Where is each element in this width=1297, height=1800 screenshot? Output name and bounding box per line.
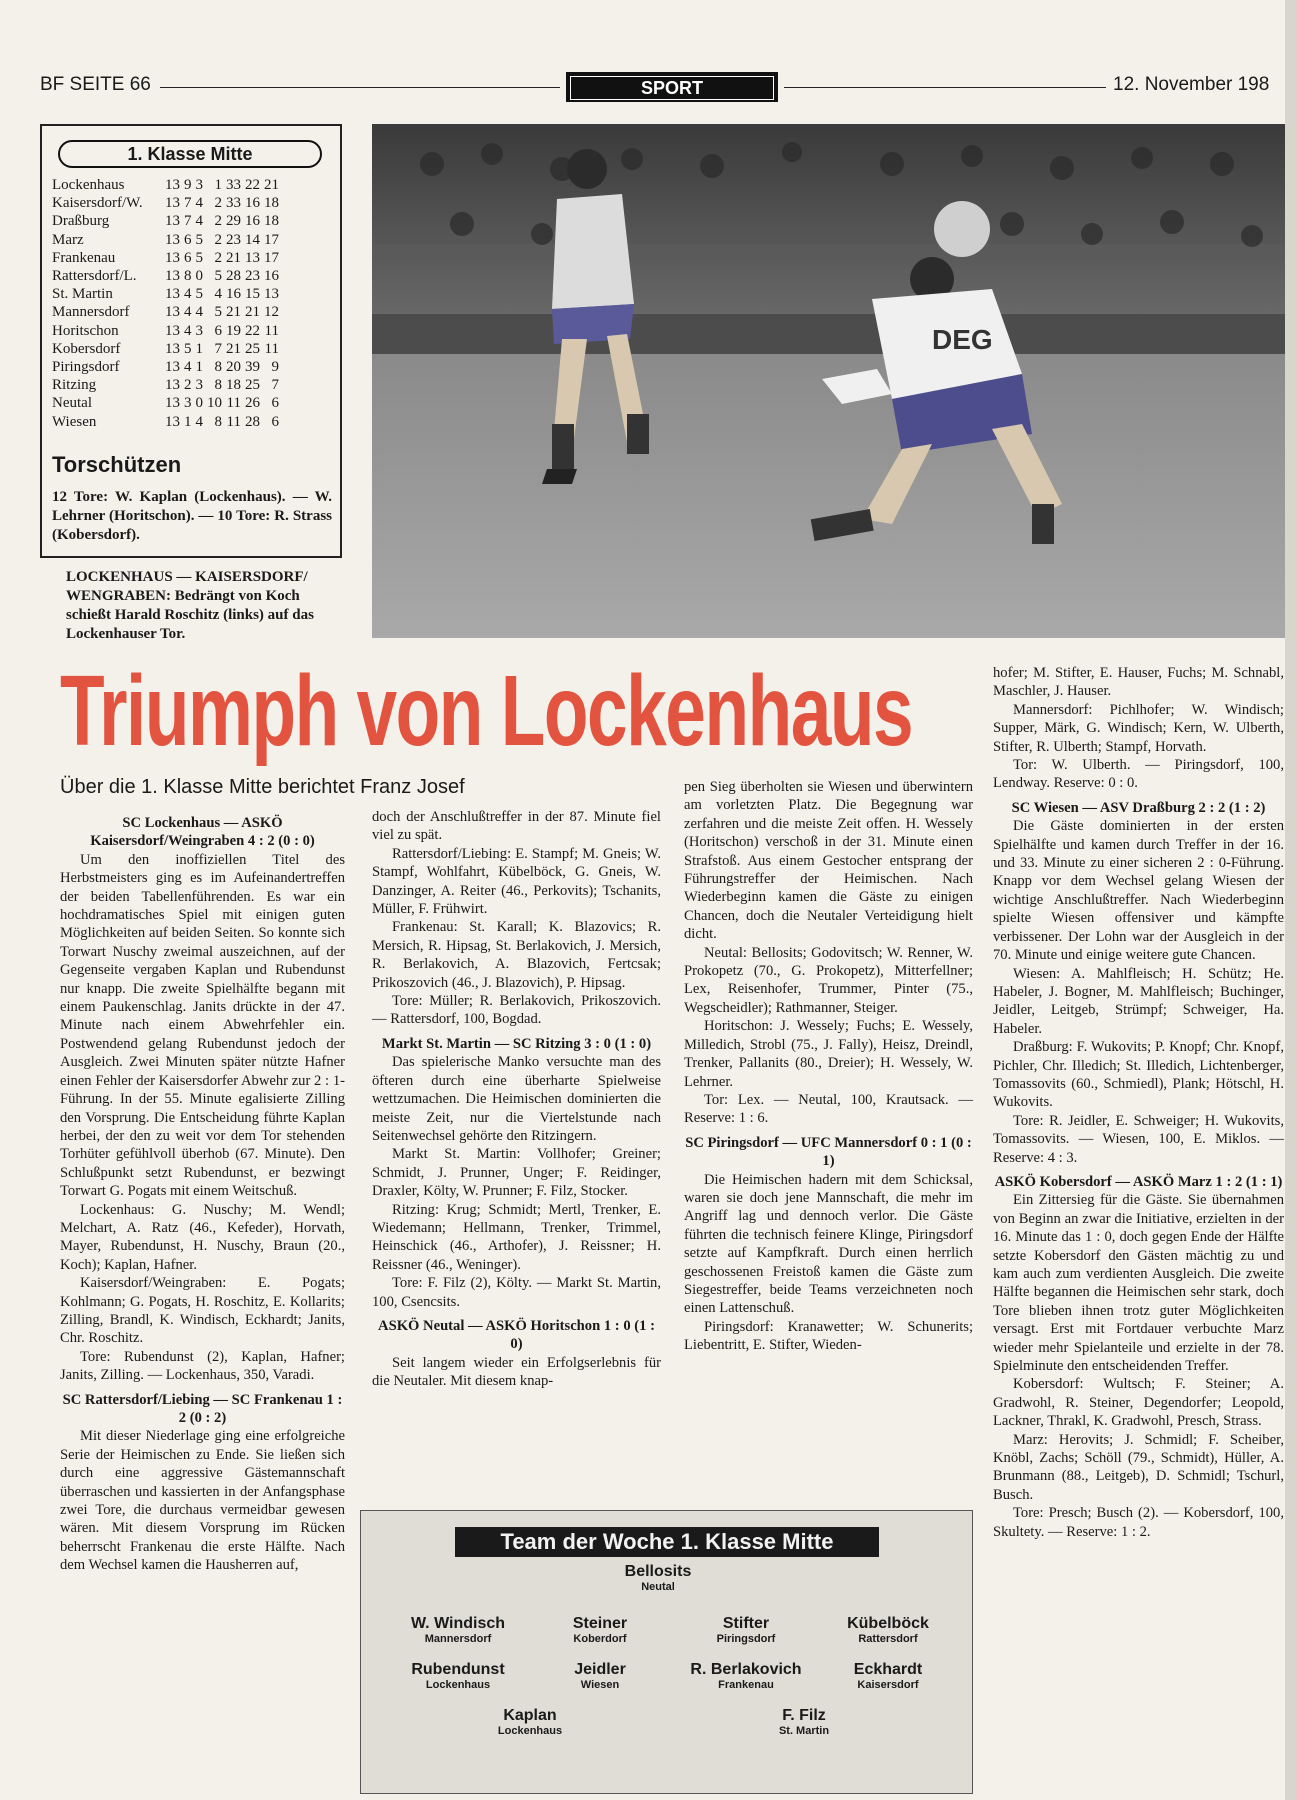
player-club: Mannersdorf xyxy=(424,1633,492,1645)
continued-paragraph: hofer; M. Stifter, E. Hauser, Fuchs; M. Schnabl, Maschler, J. Hauser. xyxy=(993,665,1284,700)
stat-cell: 19 xyxy=(226,322,241,339)
player-name: Rubendunst xyxy=(411,1661,505,1678)
subheadline: Über die 1. Klasse Mitte berichtet Franz Josef xyxy=(60,776,465,798)
player-name: Bellosits xyxy=(624,1563,692,1580)
match-heading: Markt St. Martin — SC Ritzing 3 : 0 (1 : 0) xyxy=(381,1035,652,1052)
lineup-paragraph: Piringsdorf: Kranawetter; W. Schunerits; Liebentritt, E. Stifter, Wieden- xyxy=(684,1318,973,1354)
stat-cell: 3 xyxy=(195,177,203,194)
stat-cell: 9 xyxy=(271,358,279,375)
standings-row xyxy=(52,376,279,394)
player-club: Koberdorf xyxy=(573,1633,627,1645)
team-player xyxy=(445,1707,615,1738)
stat-cell: 1 xyxy=(214,177,222,194)
lineup-paragraph: Rattersdorf/Liebing: E. Stampf; M. Gneis; W. Stampf, Wohlfahrt, Kübelböck, G. Gneis, W. Danzinger, A. Reiter (46., Perkovits); Tschanits, Müller, F. Frühwirt. xyxy=(372,845,661,918)
standings-row xyxy=(52,340,279,358)
stat-cell: 4 xyxy=(184,358,192,375)
issue-date: 12. November 198 xyxy=(1113,74,1270,95)
team-name: St. Martin xyxy=(52,286,113,303)
stat-cell: 0 xyxy=(195,268,203,285)
stat-cell: 4 xyxy=(195,213,203,230)
lineup-paragraph: Tore: Müller; R. Berlakovich, Prikoszovich. — Rattersdorf, 100, Bogdad. xyxy=(372,993,661,1028)
stat-cell: 22 xyxy=(245,322,260,339)
stat-cell: 6 xyxy=(214,322,222,339)
stat-cell: 23 xyxy=(226,231,241,248)
stat-cell: 8 xyxy=(214,377,222,394)
header-rule-right xyxy=(784,87,1106,88)
match-heading: SC Piringsdorf — UFC Mannersdorf 0 : 1 (0 : 1) xyxy=(685,1134,972,1170)
team-name: Kaisersdorf/W. xyxy=(52,195,143,212)
article-column-4 xyxy=(993,664,1284,1541)
article-column-3 xyxy=(684,778,973,1355)
stat-cell: 2 xyxy=(214,195,222,212)
section-label: SPORT xyxy=(566,72,778,102)
stat-cell: 13 xyxy=(165,231,180,248)
match-photo xyxy=(372,124,1285,638)
stat-cell: 18 xyxy=(264,195,279,212)
team-player xyxy=(803,1661,973,1692)
stat-cell: 16 xyxy=(245,213,260,230)
team-name: Frankenau xyxy=(52,249,116,266)
stat-cell: 13 xyxy=(165,340,180,357)
lineup-paragraph: Markt St. Martin: Vollhofer; Greiner; Schmidt, J. Prunner, Unger; F. Reidinger, Draxler, Költy, W. Prunner; F. Filz, Stocker. xyxy=(372,1146,661,1200)
player-name: Kaplan xyxy=(503,1707,557,1724)
continued-paragraph: pen Sieg überholten sie Wiesen und überwintern am vorletzten Platz. Die Begegnung war zerfahren und die meiste Zeit offen. H. Wessely (Horitschon) verschoß in der 31. Minute einen Strafstoß. Aus einem Gestocher entsprang der Führungstreffer der Heimischen. Nach Wiederbeginn kamen die Gäste zu einigen Chancen, doch die Neutaler Verteidigung hielt dicht. xyxy=(684,779,973,943)
continued-paragraph: doch der Anschlußtreffer in der 87. Minute fiel viel zu spät. xyxy=(372,809,661,844)
stat-cell: 26 xyxy=(245,395,260,412)
team-name: Neutal xyxy=(52,395,92,412)
shirt-text: DEG xyxy=(932,324,993,355)
report-paragraph: Die Gäste dominierten in der ersten Spielhälfte und kamen durch Treffer in der 16. und 33. Minute zu einer sicheren 2 : 0-Führung. Knapp vor dem Wechsel gelang Wiesen der wichtige Anschlußtreffer. Nach Wiederbeginn spielte Wiesen offensiver und kämpfte verbissener. Der Lohn war der Ausgleich in der 70. Minute und einige weitere gute Chancen. xyxy=(993,818,1284,964)
player-club: Rattersdorf xyxy=(858,1633,918,1645)
stat-cell: 8 xyxy=(214,413,222,430)
lineup-paragraph: Kaisersdorf/Weingraben: E. Pogats; Kohlmann; G. Pogats, H. Roschitz, E. Kollarits; Zilling, Brandl, K. Windisch, Eckhardt; Janits, Chr. Roschitz. xyxy=(60,1275,345,1347)
team-name: Mannersdorf xyxy=(52,304,130,321)
lineup-paragraph: Wiesen: A. Mahlfleisch; H. Schütz; He. Habeler, J. Bogner, M. Mahlfleisch; Buchinger, Jeidler, Leitgeb, Strümpf; Schweiger, Ha. Habeler. xyxy=(993,965,1284,1037)
report-paragraph: Mit dieser Niederlage ging eine erfolgreiche Serie der Heimischen zu Ende. Sie ließen sich durch eine aggressive Gästemannschaft überraschen und kassierten in der Anfangsphase zwei Tore, die durchaus vermeidbar gewesen wären. Mit diesem Vorsprung im Rücken beherrscht Frankenau die erste Hälfte. Nach dem Wechsel kamen die Hausherren auf, xyxy=(60,1428,345,1574)
stat-cell: 21 xyxy=(245,304,260,321)
stat-cell: 11 xyxy=(264,340,279,357)
lineup-paragraph: Marz: Herovits; J. Schmidl; F. Scheiber, Knöbl, Zachs; Schöll (79., Schmidt), Hüller, A. Brunmann (88., Leitgeb), D. Schmidl; Tschurl, Busch. xyxy=(993,1431,1284,1503)
page-number: BF SEITE 66 xyxy=(40,74,151,95)
team-name: Marz xyxy=(52,231,84,248)
stat-cell: 29 xyxy=(226,213,241,230)
stat-cell: 14 xyxy=(245,231,260,248)
lineup-paragraph: Tor: W. Ulberth. — Piringsdorf, 100, Lendway. Reserve: 0 : 0. xyxy=(993,757,1284,792)
headline: Triumph von Lockenhaus xyxy=(60,655,913,767)
stat-cell: 4 xyxy=(214,286,222,303)
stat-cell: 13 xyxy=(165,195,180,212)
report-paragraph: Um den inoffiziellen Titel des Herbstmeisters ging es im Aufeinandertreffen der beiden Tabellenführenden. Es war ein hochdramatisches Spiel mit einigen guten Möglichkeiten auf beiden Seiten. So konnte sich Torwart Nuschy zweimal auszeichnen, auf der Gegenseite vergaben Kaplan und Rubendunst nur knapp. Die zweite Spielhälfte begann mit einem Paukenschlag. Janits drückte in der 47. Minute nach einem Abwehrfehler ein. Postwendend gelang Rubendunst jedoch der Ausgleich. Zwei Minuten später nützte Hafner einen Fehler der Kaisersdorfer Abwehr zur 2 : 1-Führung. In der 55. Minute egalisierte Zilling den Vorsprung. Die Entscheidung führte Kaplan herbei, der den zu weit vor dem Tor stehenden Torhüter gefühlvoll überhob (67. Minute). Den Schlußpunkt setzt Rubendunst, er bezwingt Torwart G. Pogats mit einem Weitschuß. xyxy=(60,851,345,1200)
stat-cell: 8 xyxy=(184,268,192,285)
photo-caption: LOCKENHAUS — KAISERSDORF/ WENGRABEN: Bedrängt von Koch schießt Harald Roschitz (links) auf das Lockenhauser Tor. xyxy=(66,569,314,642)
stat-cell: 6 xyxy=(271,395,279,412)
stat-cell: 22 xyxy=(245,177,260,194)
stat-cell: 17 xyxy=(264,231,279,248)
stat-cell: 15 xyxy=(245,286,260,303)
stat-cell: 13 xyxy=(264,286,279,303)
stat-cell: 13 xyxy=(165,213,180,230)
stat-cell: 4 xyxy=(195,413,203,430)
stat-cell: 21 xyxy=(226,304,241,321)
player-name: Stifter xyxy=(722,1615,770,1632)
standings-row xyxy=(52,394,279,412)
stat-cell: 33 xyxy=(226,177,241,194)
stat-cell: 2 xyxy=(214,231,222,248)
stat-cell: 7 xyxy=(184,195,192,212)
stat-cell: 39 xyxy=(245,358,260,375)
stat-cell: 5 xyxy=(184,340,192,357)
stat-cell: 25 xyxy=(245,340,260,357)
stat-cell: 16 xyxy=(264,268,279,285)
team-of-the-week xyxy=(360,1510,973,1794)
player-club: St. Martin xyxy=(778,1725,830,1737)
article-column-1 xyxy=(60,808,345,1575)
player-club: Kaisersdorf xyxy=(857,1679,919,1691)
player-club: Frankenau xyxy=(718,1679,774,1691)
standings-row xyxy=(52,176,279,194)
lineup-paragraph: Neutal: Bellosits; Godovitsch; W. Renner, W. Prokopetz (70., G. Prokopetz), Mitterfellner; Lex, Reisenhofer, Trummer, Pinter (75., Wegscheidler); Rathmanner, Steiger. xyxy=(684,944,973,1016)
stat-cell: 3 xyxy=(195,377,203,394)
lineup-paragraph: Tore: Rubendunst (2), Kaplan, Hafner; Janits, Zilling. — Lockenhaus, 350, Varadi. xyxy=(60,1348,345,1384)
team-title: Team der Woche 1. Klasse Mitte xyxy=(455,1527,879,1557)
team-name: Wiesen xyxy=(52,413,97,430)
stat-cell: 4 xyxy=(184,286,192,303)
stat-cell: 28 xyxy=(226,268,241,285)
stat-cell: 17 xyxy=(264,249,279,266)
team-name: Kobersdorf xyxy=(52,340,121,357)
lineup-paragraph: Frankenau: St. Karall; K. Blazovics; R. Mersich, R. Hipsag, St. Berlakovich, J. Mersich, R. Berlakovich, A. Blazovich, Fertcsak; Prikoszovich (46., J. Blazovich), P. Hipsag. xyxy=(372,919,661,991)
team-player xyxy=(573,1563,743,1594)
stat-cell: 25 xyxy=(245,377,260,394)
player-club: Wiesen xyxy=(580,1679,620,1691)
stat-cell: 6 xyxy=(184,231,192,248)
team-player xyxy=(515,1661,685,1692)
standings-row xyxy=(52,267,279,285)
standings-row xyxy=(52,322,279,340)
standings-row xyxy=(52,212,279,230)
match-heading: ASKÖ Neutal — ASKÖ Horitschon 1 : 0 (1 : 0) xyxy=(378,1317,655,1353)
stat-cell: 2 xyxy=(214,213,222,230)
stat-cell: 7 xyxy=(214,340,222,357)
lineup-paragraph: Ritzing: Krug; Schmidt; Mertl, Trenker, E. Wiedemann; Hellmann, Trenker, Trimmel, Heinschick (46., Arthofer), J. Reissner; H. Reissner (46., Weninger). xyxy=(372,1201,661,1273)
stat-cell: 1 xyxy=(195,340,203,357)
stat-cell: 7 xyxy=(271,377,279,394)
lineup-paragraph: Mannersdorf: Pichlhofer; W. Windisch; Supper, Märk, G. Windisch; Kern, W. Ulberth, Stifter, R. Ulberth; Stampf, Horvath. xyxy=(993,701,1284,755)
team-name: Rattersdorf/L. xyxy=(52,268,137,285)
team-name: Horitschon xyxy=(52,322,119,339)
stat-cell: 1 xyxy=(195,358,203,375)
stat-cell: 21 xyxy=(226,340,241,357)
header-rule-left xyxy=(160,87,560,88)
player-club: Neutal xyxy=(641,1581,675,1593)
stat-cell: 11 xyxy=(226,413,241,430)
stat-cell: 2 xyxy=(184,377,192,394)
stat-cell: 13 xyxy=(165,322,180,339)
stat-cell: 5 xyxy=(214,304,222,321)
report-paragraph: Das spielerische Manko versuchte man des öfteren durch eine überharte Spielweise wettzumachen. Die Heimischen dominierten die meiste Zeit, nur die Viertelstunde nach Seitenwechsel gehörte den Ritzingern. xyxy=(372,1054,661,1144)
stat-cell: 13 xyxy=(165,177,180,194)
standings-row xyxy=(52,194,279,212)
stat-cell: 9 xyxy=(184,177,192,194)
stat-cell: 2 xyxy=(214,249,222,266)
scorers-text: 12 Tore: W. Kaplan (Lockenhaus). — W. Lehrner (Horitschon). — 10 Tore: R. Strass (Kobersdorf). xyxy=(52,489,332,543)
team-player xyxy=(803,1615,973,1646)
stat-cell: 13 xyxy=(165,358,180,375)
stat-cell: 1 xyxy=(184,413,192,430)
lineup-paragraph: Tore: Presch; Busch (2). — Kobersdorf, 100, Skultety. — Reserve: 1 : 2. xyxy=(993,1505,1284,1540)
stat-cell: 13 xyxy=(245,249,260,266)
stat-cell: 10 xyxy=(207,395,222,412)
standings-row xyxy=(52,285,279,303)
stat-cell: 5 xyxy=(195,286,203,303)
player-club: Piringsdorf xyxy=(716,1633,776,1645)
stat-cell: 0 xyxy=(195,395,203,412)
stat-cell: 16 xyxy=(245,195,260,212)
stat-cell: 7 xyxy=(184,213,192,230)
match-heading: SC Wiesen — ASV Draßburg 2 : 2 (1 : 2) xyxy=(1011,799,1266,816)
lineup-paragraph: Draßburg: F. Wukovits; P. Knopf; Chr. Knopf, Pichler, Chr. Illedich; St. Illedich, Lichtenberger, Tomassovits (60., Schmiedl), Plank; Hötschl, H. Wukovits. xyxy=(993,1039,1284,1111)
team-name: Lockenhaus xyxy=(52,177,125,194)
stat-cell: 13 xyxy=(165,395,180,412)
stat-cell: 13 xyxy=(165,304,180,321)
stat-cell: 18 xyxy=(264,213,279,230)
match-heading: SC Rattersdorf/Liebing — SC Frankenau 1 : 2 (0 : 2) xyxy=(62,1391,343,1426)
lineup-paragraph: Kobersdorf: Wultsch; F. Steiner; A. Gradwohl, R. Steiner, Degendorfer; Leopold, Lackner, Thrakl, K. Gradwohl, Presch, Strass. xyxy=(993,1376,1284,1430)
stat-cell: 23 xyxy=(245,268,260,285)
team-player xyxy=(719,1707,889,1738)
team-name: Draßburg xyxy=(52,213,110,230)
standings-row xyxy=(52,231,279,249)
lineup-paragraph: Tore: F. Filz (2), Költy. — Markt St. Martin, 100, Csencsits. xyxy=(372,1275,661,1310)
player-name: R. Berlakovich xyxy=(690,1661,802,1678)
stat-cell: 13 xyxy=(165,286,180,303)
player-name: Kübelböck xyxy=(847,1615,929,1632)
match-heading: ASKÖ Kobersdorf — ASKÖ Marz 1 : 2 (1 : 1) xyxy=(994,1173,1283,1190)
standings-row xyxy=(52,303,279,321)
stat-cell: 4 xyxy=(184,322,192,339)
stat-cell: 13 xyxy=(165,377,180,394)
article-column-2 xyxy=(372,808,661,1391)
league-title: 1. Klasse Mitte xyxy=(58,140,322,168)
stat-cell: 18 xyxy=(226,377,241,394)
stat-cell: 5 xyxy=(195,231,203,248)
stat-cell: 8 xyxy=(214,358,222,375)
match-photo-image xyxy=(372,124,1285,638)
lineup-paragraph: Lockenhaus: G. Nuschy; M. Wendl; Melchart, A. Ratz (46., Kefeder), Horvath, Mayer, Rubendunst, H. Nuschy, Braun (20., Koch); Kaplan, Hafner. xyxy=(60,1201,345,1273)
stat-cell: 13 xyxy=(165,249,180,266)
stat-cell: 33 xyxy=(226,195,241,212)
player-name: Steiner xyxy=(572,1615,628,1632)
stat-cell: 12 xyxy=(264,304,279,321)
team-player xyxy=(515,1615,685,1646)
player-name: F. Filz xyxy=(782,1707,826,1724)
stat-cell: 13 xyxy=(165,413,180,430)
stat-cell: 3 xyxy=(184,395,192,412)
standings-row xyxy=(52,249,279,267)
stat-cell: 4 xyxy=(184,304,192,321)
scorers-title: Torschützen xyxy=(52,452,182,477)
stat-cell: 5 xyxy=(195,249,203,266)
standings-row xyxy=(52,412,279,430)
player-club: Lockenhaus xyxy=(497,1725,563,1737)
stat-cell: 3 xyxy=(195,322,203,339)
report-paragraph: Die Heimischen hadern mit dem Schicksal, waren sie doch jene Mannschaft, die mehr im Angriff lag und dennoch verlor. Die Gäste führten die technisch feinere Klinge, Piringsdorf setzte auf Kampfkraft. Durch einen herrlich geschossenen Freistoß kamen die Gäste zum Siegestreffer, beide Teams verzeichneten noch einen Lattenschuß. xyxy=(684,1171,973,1317)
team-name: Piringsdorf xyxy=(52,358,120,375)
lineup-paragraph: Tore: R. Jeidler, E. Schweiger; H. Wukovits, Tomassovits. — Wiesen, 100, E. Miklos. — Reserve: 4 : 3. xyxy=(993,1112,1284,1166)
player-name: Jeidler xyxy=(574,1661,626,1678)
stat-cell: 11 xyxy=(226,395,241,412)
stat-cell: 5 xyxy=(214,268,222,285)
page-edge xyxy=(1285,0,1297,1800)
stat-cell: 28 xyxy=(245,413,260,430)
stat-cell: 21 xyxy=(264,177,279,194)
stat-cell: 16 xyxy=(226,286,241,303)
stat-cell: 6 xyxy=(271,413,279,430)
stat-cell: 20 xyxy=(226,358,241,375)
player-name: Eckhardt xyxy=(853,1661,923,1678)
match-heading: SC Lockenhaus — ASKÖ Kaisersdorf/Weingraben 4 : 2 (0 : 0) xyxy=(90,815,315,850)
standings-box xyxy=(40,124,342,558)
standings-table xyxy=(52,176,279,431)
stat-cell: 4 xyxy=(195,304,203,321)
player-club: Lockenhaus xyxy=(425,1679,491,1691)
lineup-paragraph: Tor: Lex. — Neutal, 100, Krautsack. — Reserve: 1 : 6. xyxy=(684,1091,973,1127)
lineup-paragraph: Horitschon: J. Wessely; Fuchs; E. Wessely, Milledich, Strobl (75., J. Fally), Heisz, Dreindl, Trenker, Pallanits (80., Dreier); H. Wessely, W. Lehrner. xyxy=(684,1018,973,1090)
stat-cell: 13 xyxy=(165,268,180,285)
report-paragraph: Ein Zittersieg für die Gäste. Sie übernahmen von Beginn an zwar die Initiative, erzielten in der 16. Minute das 1 : 0, doch gegen Ende der Hälfte setzte Kobersdorf den Gästen mächtig zu und kam auch zum verdienten Ausgleich. Die zweite Hälfte begannen die Heimischen sehr stark, doch Tore blieben ihnen trotz guter Möglichkeiten versagt. Erst mit Fortdauer verbuchte Marz wieder mehr Spielanteile und erzielte in der 78. Spielminute den entscheidenden Treffer. xyxy=(993,1192,1284,1375)
stat-cell: 4 xyxy=(195,195,203,212)
stat-cell: 21 xyxy=(226,249,241,266)
team-name: Ritzing xyxy=(52,377,97,394)
stat-cell: 11 xyxy=(264,322,279,339)
player-name: W. Windisch xyxy=(410,1615,506,1632)
standings-row xyxy=(52,358,279,376)
report-paragraph: Seit langem wieder ein Erfolgserlebnis für die Neutaler. Mit diesem knap- xyxy=(372,1354,661,1390)
stat-cell: 6 xyxy=(184,249,192,266)
